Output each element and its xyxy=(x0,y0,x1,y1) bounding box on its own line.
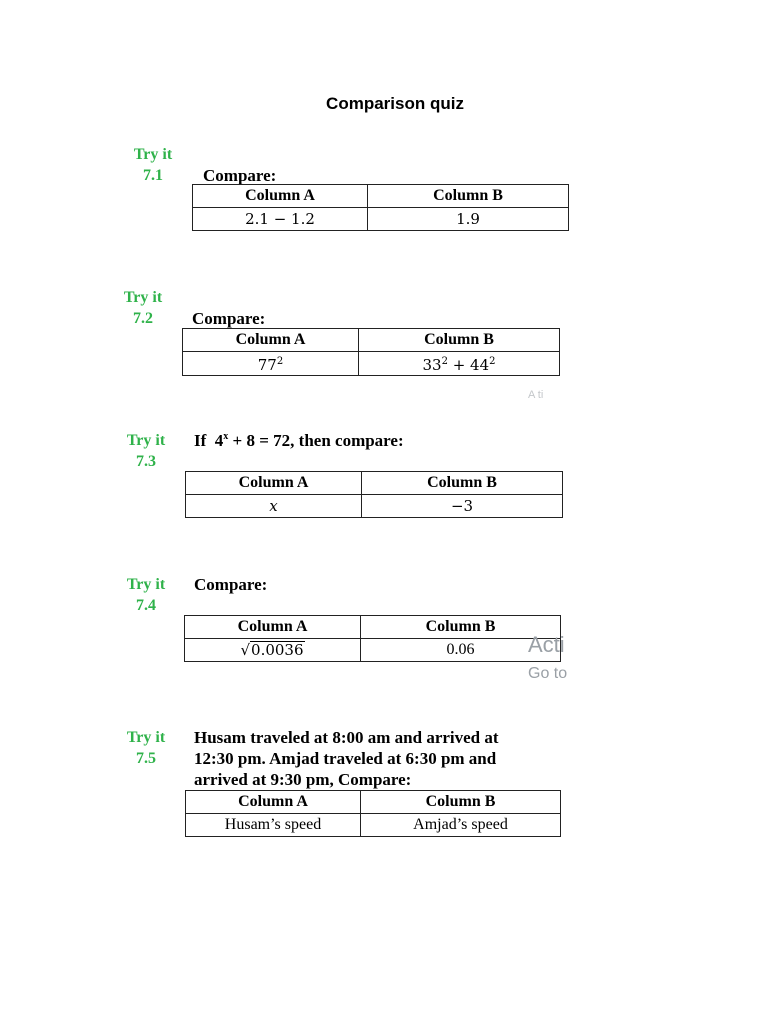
comparison-table xyxy=(182,328,560,376)
column-a-header: Column A xyxy=(185,616,361,639)
exponent: 2 xyxy=(441,356,448,367)
column-a-value xyxy=(183,352,359,376)
problem-number: 7.2 xyxy=(133,310,153,327)
problem-prompt: Compare: xyxy=(194,575,268,594)
prompt-line: Husam traveled at 8:00 am and arrived at xyxy=(194,728,499,747)
problem-prompt xyxy=(194,430,404,451)
column-b-header: Column B xyxy=(361,791,561,814)
comparison-table xyxy=(184,615,561,662)
radicand: 0.0036 xyxy=(251,641,304,659)
watermark-line-1: Acti xyxy=(528,632,565,657)
comparison-table xyxy=(192,184,569,231)
column-b-value: 0.06 xyxy=(361,639,561,662)
try-it-text: Try it xyxy=(126,729,166,746)
watermark-line-2: Go to xyxy=(528,665,568,682)
column-a-header: Column A xyxy=(186,472,362,495)
try-it-label xyxy=(113,287,173,329)
column-a-value xyxy=(185,639,361,662)
try-it-label xyxy=(116,574,176,616)
column-b-value: −3 xyxy=(362,495,563,518)
column-a-header: Column A xyxy=(186,791,361,814)
problem-number: 7.1 xyxy=(143,167,163,184)
column-b-value: Amjad’s speed xyxy=(361,814,561,837)
prompt-line: arrived at 9:30 pm, Compare: xyxy=(194,770,412,789)
column-b-value: 1.9 xyxy=(368,208,569,231)
base: 77 xyxy=(257,356,277,374)
prompt-end: + 8 = 72, then compare: xyxy=(228,431,404,450)
problem-prompt: Compare: xyxy=(203,166,277,185)
prompt-line: 12:30 pm. Amjad traveled at 6:30 pm and xyxy=(194,749,497,768)
try-it-text: Try it xyxy=(126,432,166,449)
problem-number: 7.5 xyxy=(136,750,156,767)
column-a-header: Column A xyxy=(193,185,368,208)
base: 44 xyxy=(470,356,490,374)
try-it-label xyxy=(116,727,176,769)
try-it-label xyxy=(116,430,176,472)
comparison-table xyxy=(185,790,561,837)
try-it-label xyxy=(123,144,183,186)
page-title: Comparison quiz xyxy=(326,94,464,113)
column-b-header: Column B xyxy=(368,185,569,208)
try-it-text: Try it xyxy=(126,576,166,593)
column-a-value: Husam’s speed xyxy=(186,814,361,837)
column-a-value: 2.1 − 1.2 xyxy=(193,208,368,231)
column-b-header: Column B xyxy=(362,472,563,495)
problem-number: 7.4 xyxy=(136,597,156,614)
column-a-value: x xyxy=(186,495,362,518)
column-b-value xyxy=(359,352,560,376)
problem-prompt: Compare: xyxy=(192,309,266,328)
column-b-header: Column B xyxy=(359,329,560,352)
try-it-text: Try it xyxy=(123,289,163,306)
base: 33 xyxy=(422,356,442,374)
try-it-text: Try it xyxy=(133,146,173,163)
problem-number: 7.3 xyxy=(136,453,156,470)
operator: + xyxy=(447,356,471,374)
exponent: 2 xyxy=(276,356,284,367)
column-a-header: Column A xyxy=(183,329,359,352)
prompt-start: If 4 xyxy=(194,431,224,450)
watermark-fragment: A ti xyxy=(528,389,544,401)
column-b-header: Column B xyxy=(361,616,561,639)
radical-sign: √ xyxy=(240,641,251,659)
problem-prompt xyxy=(194,727,499,790)
exponent: 2 xyxy=(489,356,496,367)
prompt-exponent: x xyxy=(223,431,229,442)
comparison-table xyxy=(185,471,563,518)
